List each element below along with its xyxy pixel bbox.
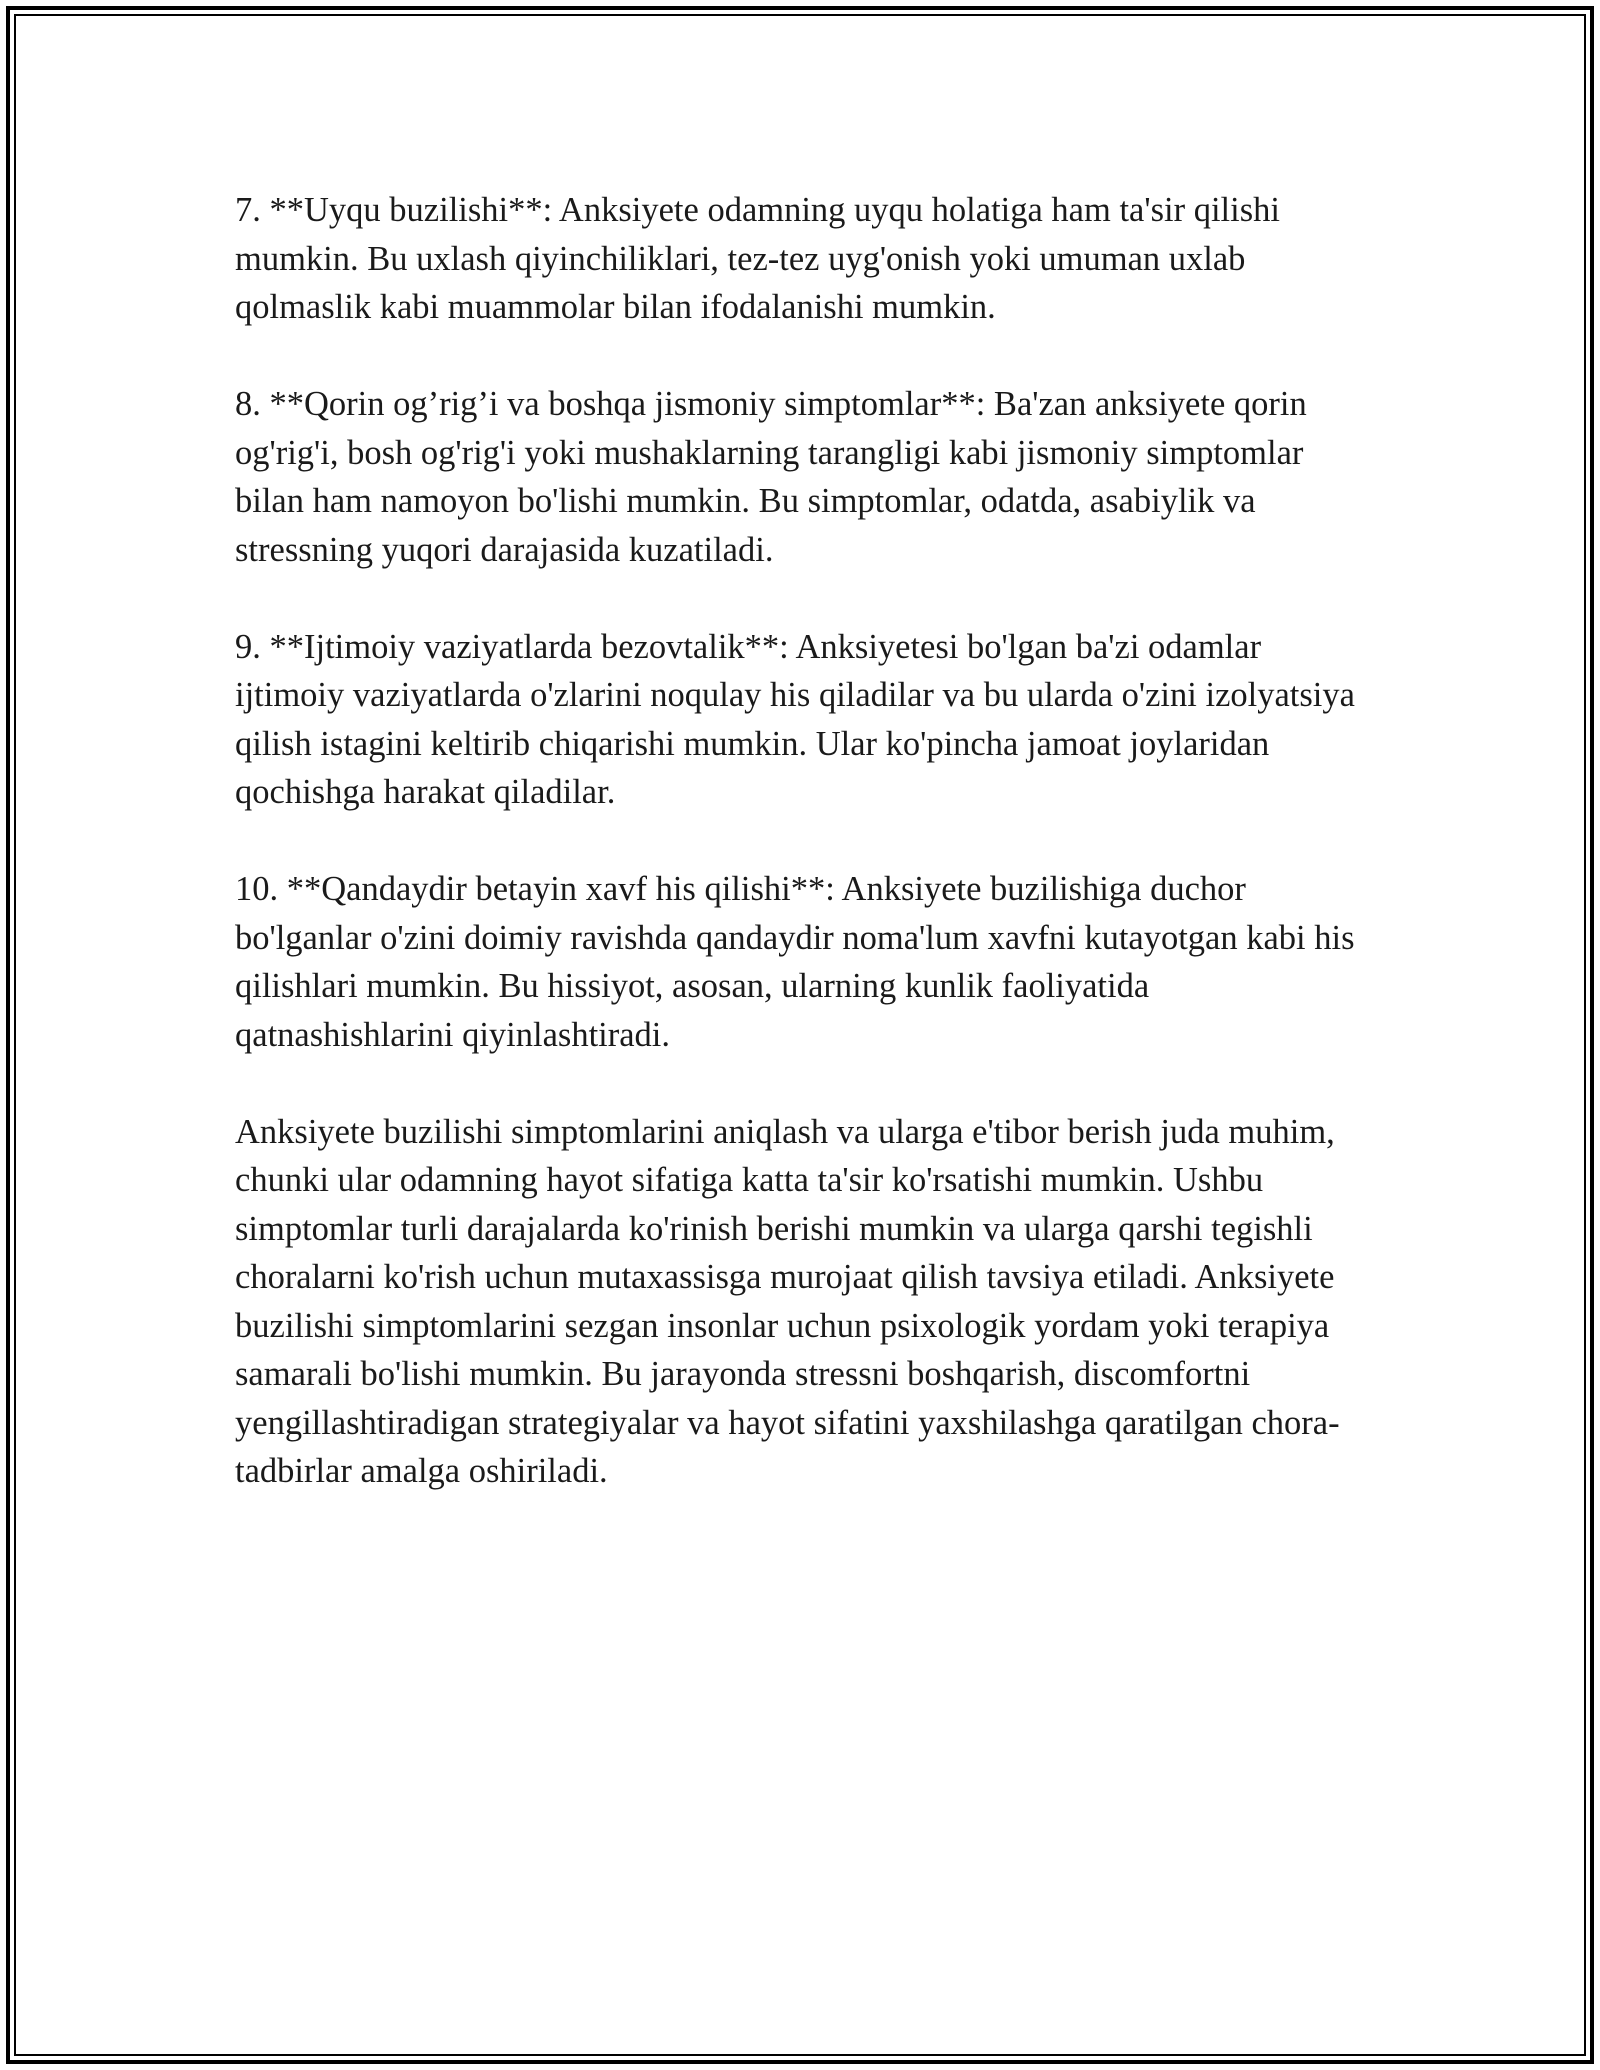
paragraph-item-7: 7. **Uyqu buzilishi**: Anksiyete odamning uyqu holatiga ham ta'sir qilishi mumkin. Bu uxlash qiyinchiliklari, tez-tez uyg'onish yoki umuman uxlab qolmaslik kabi muammolar bilan ifodalanishi mumkin.	[235, 191, 1280, 326]
paragraph-item-10: 10. **Qandaydir betayin xavf his qilishi**: Anksiyete buzilishiga duchor bo'lganlar o'zini doimiy ravishda qandaydir noma'lum xavfni kutayotgan kabi his qilishlari mumkin. Bu hissiyot, asosan, ularning kunlik faoliyatida qatnashishlarini qiyinlashtiradi.	[235, 870, 1355, 1054]
document-body	[235, 186, 1375, 1496]
paragraph-item-8: 8. **Qorin og’rig’i va boshqa jismoniy simptomlar**: Ba'zan anksiyete qorin og'rig'i, bosh og'rig'i yoki mushaklarning tarangligi kabi jismoniy simptomlar bilan ham namoyon bo'lishi mumkin. Bu simptomlar, odatda, asabiylik va stressning yuqori darajasida kuzatiladi.	[235, 385, 1307, 569]
paragraph-item-9: 9. **Ijtimoiy vaziyatlarda bezovtalik**: Anksiyetesi bo'lgan ba'zi odamlar ijtimoiy vaziyatlarda o'zlarini noqulay his qiladilar va bu ularda o'zini izolyatsiya qilish istagini keltirib chiqarishi mumkin. Ular ko'pincha jamoat joylaridan qochishga harakat qiladilar.	[235, 627, 1355, 811]
paragraph-conclusion: Anksiyete buzilishi simptomlarini aniqlash va ularga e'tibor berish juda muhim, chunki ular odamning hayot sifatiga katta ta'sir ko'rsatishi mumkin. Ushbu simptomlar turli darajalarda ko'rinish berishi mumkin va ularga qarshi tegishli choralarni ko'rish uchun mutaxassisga murojaat qilish tavsiya etiladi. Anksiyete buzilishi simptomlarini sezgan insonlar uchun psixologik yordam yoki terapiya samarali bo'lishi mumkin. Bu jarayonda stressni boshqarish, discomfortni yengillashtiradigan strategiyalar va hayot sifatini yaxshilashga qaratilgan chora-tadbirlar amalga oshiriladi.	[235, 1112, 1340, 1490]
